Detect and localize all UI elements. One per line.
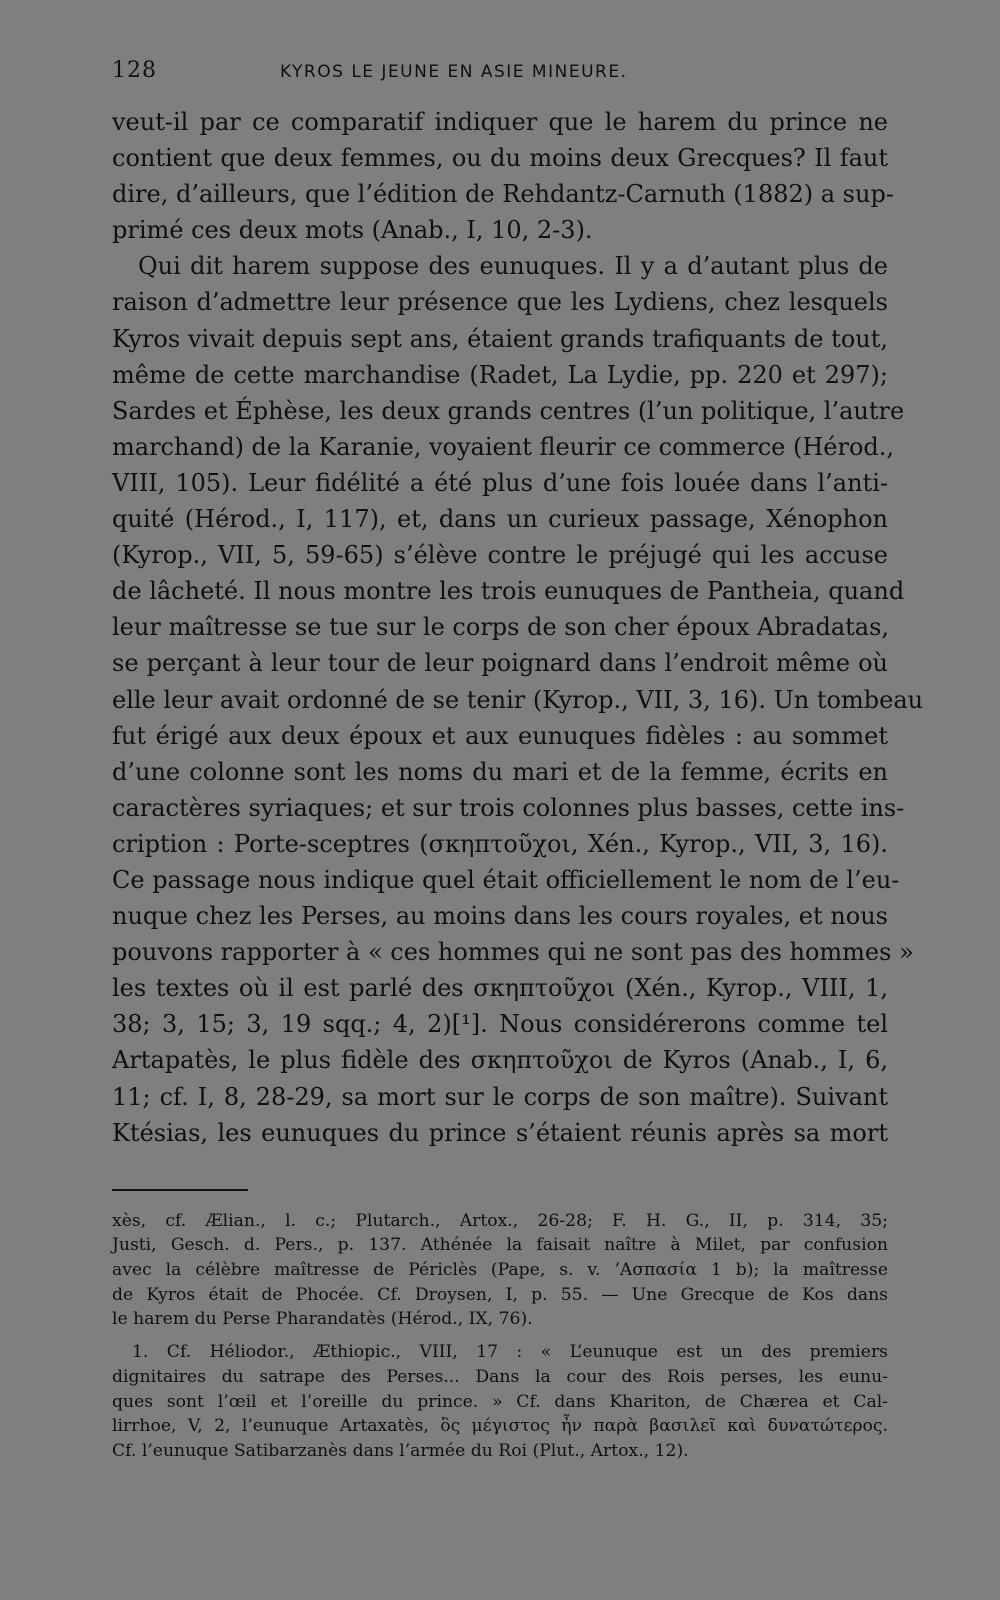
text-line: même de cette marchandise (Radet, La Lydie, pp. 220 et 297);: [112, 360, 888, 389]
text-line: veut-il par ce comparatif indiquer que le harem du prince ne: [112, 108, 888, 136]
text-line: leur maîtresse se tue sur le corps de son cher époux Abradatas,: [112, 613, 890, 642]
running-head: [112, 54, 888, 94]
page-number: 128: [112, 58, 157, 83]
footnote-1-line: Cf. l’eunuque Satibarzanès dans l’armée du Roi (Plut., Artox., 12).: [112, 1440, 689, 1461]
text-line: Qui dit harem suppose des eunuques. Il y a d’autant plus de: [138, 252, 888, 281]
text-line: cription : Porte-sceptres (σκηπτοῦχοι, Xén., Kyrop., VII, 3, 16).: [112, 829, 888, 858]
footnote-gap: [112, 1332, 888, 1340]
text-line: 38; 3, 15; 3, 19 sqq.; 4, 2)[¹]. Nous considérerons comme tel: [112, 1010, 888, 1039]
footnote-1-line: 1. Cf. Héliodor., Æthiopic., VIII, 17 : « L’eunuque est un des premiers: [132, 1342, 888, 1363]
text-line: Ce passage nous indique quel était officiellement le nom de l’eu-: [112, 865, 900, 894]
text-line: raison d’admettre leur présence que les Lydiens, chez lesquels: [112, 288, 888, 317]
text-line: nuque chez les Perses, au moins dans les cours royales, et nous: [112, 902, 888, 931]
main-text: [112, 104, 924, 1151]
text-line: quité (Hérod., I, 117), et, dans un curieux passage, Xénophon: [112, 505, 888, 534]
footnote-1-line: dignitaires du satrape des Perses... Dans la cour des Rois perses, les eunu-: [112, 1366, 888, 1387]
text-line: d’une colonne sont les noms du mari et de la femme, écrits en: [112, 757, 888, 786]
footnote-rule: [112, 1189, 248, 1191]
footnote-1-line: ques sont l’œil et l’oreille du prince. » Cf. dans Khariton, de Chærea et Cal-: [112, 1391, 888, 1412]
text-line: se perçant à leur tour de leur poignard dans l’endroit même où: [112, 649, 888, 678]
text-line: Sardes et Éphèse, les deux grands centres (l’un politique, l’autre: [112, 396, 905, 425]
footnote-line: avec la célèbre maîtresse de Périclès (Pape, s. v. ’Ασπασία 1 b); la maîtresse: [112, 1260, 888, 1281]
footnote-1-line: lirrhoe, V, 2, l’eunuque Artaxatès, ὃς μέγιστος ἦν παρὰ βασιλεῖ καὶ δυνατώτερος.: [112, 1416, 888, 1437]
text-line: elle leur avait ordonné de se tenir (Kyrop., VII, 3, 16). Un tombeau: [112, 685, 924, 714]
text-line: Ktésias, les eunuques du prince s’étaient réunis après sa mort: [112, 1118, 888, 1147]
text-line: 11; cf. I, 8, 28-29, sa mort sur le corps de son maître). Suivant: [112, 1082, 888, 1111]
text-line: primé ces deux mots (Anab., I, 10, 2-3).: [112, 216, 593, 245]
text-line: Kyros vivait depuis sept ans, étaient grands trafiquants de tout,: [112, 324, 888, 353]
footnote-line: de Kyros était de Phocée. Cf. Droysen, I, p. 55. — Une Grecque de Kos dans: [112, 1284, 888, 1305]
text-line: les textes où il est parlé des σκηπτοῦχοι (Xén., Kyrop., VIII, 1,: [112, 974, 888, 1003]
text-line: de lâcheté. Il nous montre les trois eunuques de Pantheia, quand: [112, 577, 905, 606]
footnotes: [112, 1209, 888, 1464]
text-line: VIII, 105). Leur fidélité a été plus d’une fois louée dans l’anti-: [112, 468, 888, 497]
text-line: (Kyrop., VII, 5, 59-65) s’élève contre le préjugé qui les accuse: [112, 541, 888, 570]
text-line: dire, d’ailleurs, que l’édition de Rehdantz-Carnuth (1882) a sup-: [112, 180, 894, 209]
text-line: contient que deux femmes, ou du moins deux Grecques? Il faut: [112, 144, 888, 173]
text-line: fut érigé aux deux époux et aux eunuques fidèles : au sommet: [112, 721, 888, 750]
text-line: Artapatès, le plus fidèle des σκηπτοῦχοι de Kyros (Anab., I, 6,: [112, 1046, 888, 1075]
running-title: KYROS LE JEUNE EN ASIE MINEURE.: [280, 62, 628, 82]
book-page: [112, 54, 924, 1574]
text-line: pouvons rapporter à « ces hommes qui ne sont pas des hommes »: [112, 938, 914, 967]
footnote-line: le harem du Perse Pharandatès (Hérod., IX, 76).: [112, 1309, 533, 1330]
footnote-line: Justi, Gesch. d. Pers., p. 137. Athénée la faisait naître à Milet, par confusion: [112, 1235, 888, 1256]
footnote-line: xès, cf. Ælian., l. c.; Plutarch., Artox., 26-28; F. H. G., II, p. 314, 35;: [112, 1210, 888, 1231]
text-line: caractères syriaques; et sur trois colonnes plus basses, cette ins-: [112, 793, 905, 822]
text-line: marchand) de la Karanie, voyaient fleurir ce commerce (Hérod.,: [112, 432, 895, 461]
